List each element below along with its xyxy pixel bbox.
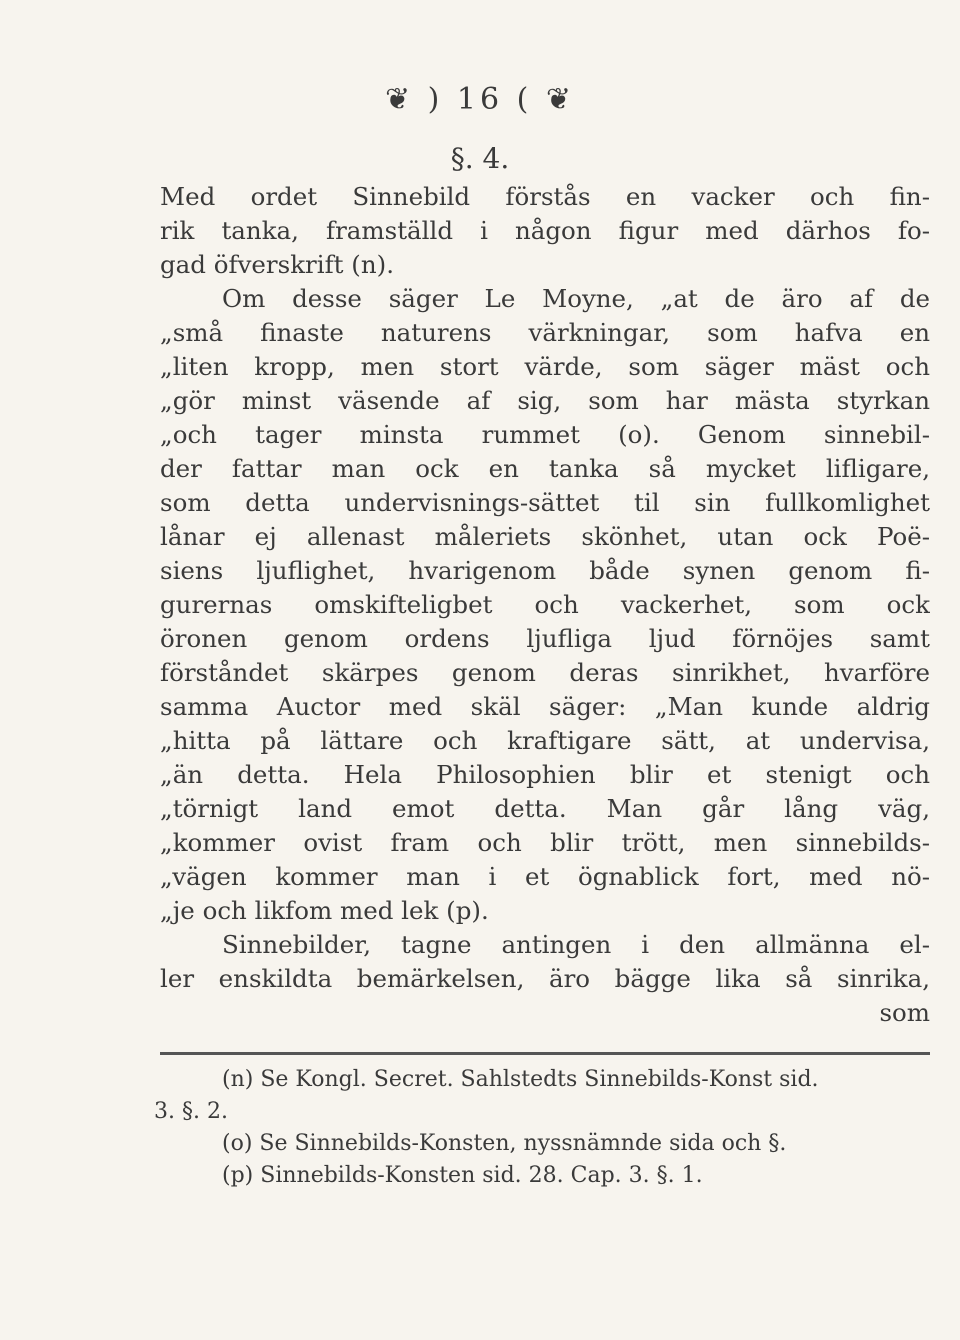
text-line: „kommer ovist fram och blir trött, men sinnebilds- <box>160 828 930 857</box>
text-line: „törnigt land emot detta. Man går lång väg, <box>160 794 930 823</box>
text-line: „än detta. Hela Philosophien blir et stenigt och <box>160 760 930 789</box>
text-line: siens ljuflighet, hvarigenom både synen genom fi- <box>160 556 930 585</box>
text-line: rik tanka, framställd i någon figur med därhos fo- <box>160 216 930 245</box>
text-line: Med ordet Sinnebild förstås en vacker och fin- <box>160 182 930 211</box>
text-line: „och tager minsta rummet (o). Genom sinnebil- <box>160 420 930 449</box>
text-line: Om desse säger Le Moyne, „at de äro af de <box>222 284 930 313</box>
text-line: „je och likfom med lek (p). <box>160 896 489 925</box>
footnotes <box>154 1064 930 1192</box>
text-line: öronen genom ordens ljufliga ljud förnöjes samt <box>160 624 930 653</box>
body-text <box>160 180 930 1030</box>
text-line: „liten kropp, men stort värde, som säger mäst och <box>160 352 930 381</box>
text-line: förståndet skärpes genom deras sinrikhet, hvarföre <box>160 658 930 687</box>
page-header: ❦ ) 16 ( ❦ <box>385 82 575 117</box>
section-number: §. 4. <box>450 142 510 175</box>
text-line: ler enskildta bemärkelsen, äro bägge lika så sinrika, <box>160 964 930 993</box>
text-line: gurernas omskifteligbet och vackerhet, som ock <box>160 590 930 619</box>
text-line: lånar ej allenast måleriets skönhet, utan ock Poë- <box>160 522 930 551</box>
footnote: (p) Sinnebilds-Konsten sid. 28. Cap. 3. §. 1. <box>222 1163 703 1188</box>
text-line: „små finaste naturens värkningar, som hafva en <box>160 318 930 347</box>
text-line: „vägen kommer man i et ögnablick fort, med nö- <box>160 862 930 891</box>
text-line: gad öfverskrift (n). <box>160 250 394 279</box>
text-line: samma Auctor med skäl säger: „Man kunde aldrig <box>160 692 930 721</box>
footnote: 3. §. 2. <box>154 1099 228 1124</box>
text-line: som detta undervisnings-sättet til sin fullkomlighet <box>160 488 930 517</box>
text-line: der fattar man ock en tanka så mycket lifligare, <box>160 454 930 483</box>
text-line: „gör minst väsende af sig, som har mästa styrkan <box>160 386 930 415</box>
text-line: Sinnebilder, tagne antingen i den allmänna el- <box>222 930 930 959</box>
footnote: (o) Se Sinnebilds-Konsten, nyssnämnde sida och §. <box>222 1131 787 1156</box>
catchword: som <box>879 998 930 1027</box>
text-line: „hitta på lättare och kraftigare sätt, at undervisa, <box>160 726 930 755</box>
footnote-divider <box>160 1052 930 1055</box>
footnote: (n) Se Kongl. Secret. Sahlstedts Sinnebilds-Konst sid. <box>222 1067 819 1092</box>
